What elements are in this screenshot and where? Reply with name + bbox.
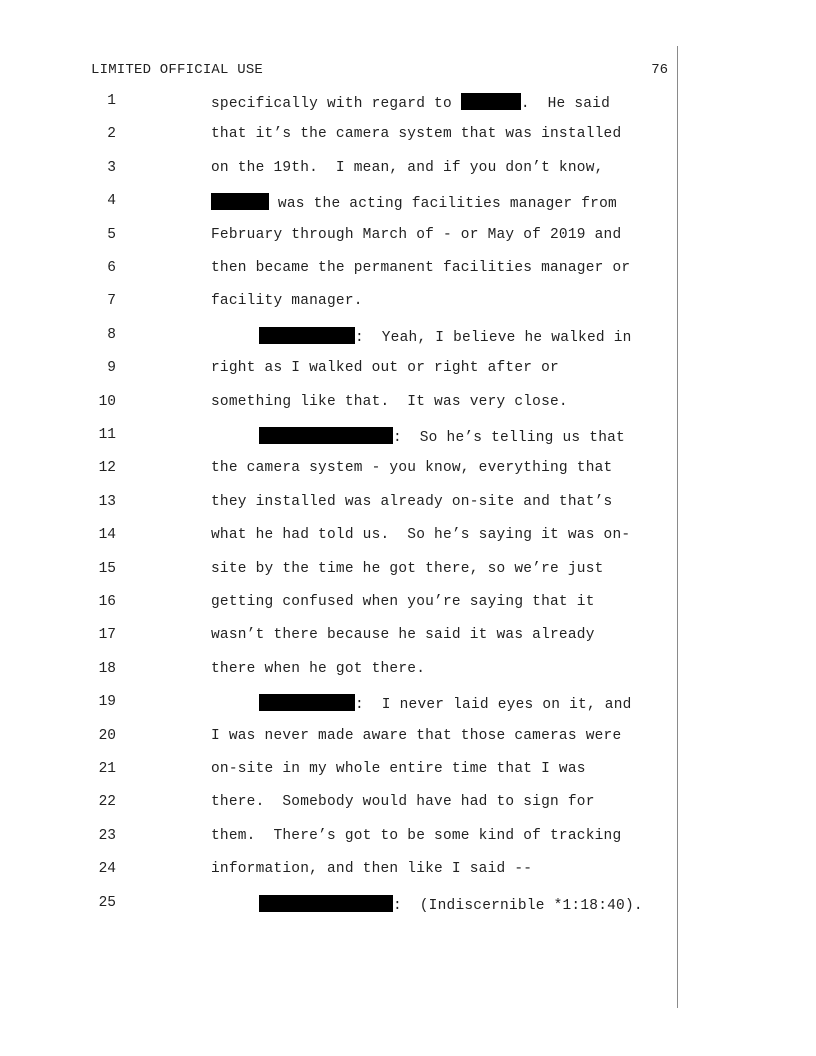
line-text [211, 327, 632, 346]
line-text [211, 360, 559, 376]
line-number: 15 [98, 560, 116, 577]
redaction-box [259, 427, 393, 444]
line-number: 3 [107, 159, 116, 176]
line-text [211, 761, 586, 777]
transcript-line [0, 660, 680, 693]
text-segment: something like that. It was very close. [211, 393, 568, 410]
classification-header: LIMITED OFFICIAL USE [91, 62, 264, 78]
line-text [211, 460, 612, 476]
text-segment: there when he got there. [211, 660, 426, 677]
line-text [211, 160, 604, 176]
text-segment: specifically with regard to [211, 96, 461, 112]
line-text [211, 93, 610, 112]
text-segment: : So he’s telling us that [393, 430, 625, 446]
line-number: 19 [98, 694, 116, 711]
transcript-line [0, 526, 680, 559]
page-number: 76 [651, 62, 668, 78]
text-segment: what he had told us. So he’s saying it was on- [211, 527, 631, 544]
line-number: 1 [107, 93, 116, 109]
line-text [211, 394, 568, 410]
transcript-line [0, 159, 680, 192]
text-segment: getting confused when you’re saying that it [211, 594, 595, 610]
line-number: 7 [107, 293, 116, 310]
line-text [211, 661, 425, 677]
transcript-line [0, 426, 680, 459]
text-segment: they installed was already on-site and that’s [211, 493, 613, 510]
text-segment: facility manager. [211, 293, 363, 310]
text-segment: : (Indiscernible *1:18:40). [393, 897, 643, 914]
text-segment: on-site in my whole entire time that I was [211, 761, 586, 777]
redaction-box [259, 895, 393, 912]
line-number: 25 [98, 894, 116, 911]
line-text [211, 494, 612, 510]
line-text [211, 594, 595, 610]
line-number: 18 [98, 660, 116, 677]
line-text [211, 561, 604, 577]
text-segment: them. There’s got to be some kind of tracking [211, 827, 622, 844]
text-segment: then became the permanent facilities manager or [211, 260, 631, 276]
text-segment: . He said [520, 96, 611, 112]
transcript-line [0, 894, 680, 927]
line-text [211, 293, 363, 309]
text-segment: on the 19th. I mean, and if you don’t know, [211, 159, 604, 176]
text-segment: February through March of - or May of 2019 and [211, 226, 622, 243]
line-number: 10 [98, 393, 116, 410]
transcript-line [0, 226, 680, 259]
line-number: 11 [98, 427, 116, 443]
line-text [211, 861, 532, 877]
line-number: 14 [98, 527, 116, 544]
text-segment: the camera system - you know, everything that [211, 460, 613, 477]
line-text [211, 427, 625, 446]
transcript-line [0, 359, 680, 392]
line-text [211, 728, 621, 744]
line-number: 13 [98, 493, 116, 510]
redaction-box [259, 327, 355, 344]
line-number: 22 [98, 794, 116, 811]
line-number: 16 [98, 594, 116, 610]
transcript-line [0, 493, 680, 526]
line-number: 12 [98, 460, 116, 477]
line-number: 17 [98, 627, 116, 644]
transcript-line [0, 693, 680, 726]
line-number: 20 [98, 727, 116, 744]
text-segment: that it’s the camera system that was installed [211, 126, 622, 143]
line-text [211, 895, 643, 914]
transcript-line [0, 393, 680, 426]
text-segment: there. Somebody would have had to sign for [211, 794, 595, 811]
line-number: 5 [107, 226, 116, 243]
transcript-line [0, 292, 680, 325]
redaction-box [259, 694, 355, 711]
redaction-box [461, 93, 521, 110]
line-text [211, 527, 630, 543]
transcript-line [0, 760, 680, 793]
line-text [211, 794, 595, 810]
transcript-line [0, 626, 680, 659]
text-segment: : Yeah, I believe he walked in [355, 329, 632, 346]
transcript-line [0, 192, 680, 225]
text-segment: I was never made aware that those cameras were [211, 727, 622, 744]
line-text [211, 126, 621, 142]
transcript-line [0, 860, 680, 893]
transcript-line [0, 92, 680, 125]
text-segment: site by the time he got there, so we’re just [211, 560, 604, 577]
line-text [211, 694, 632, 713]
transcript-line [0, 459, 680, 492]
line-number: 9 [107, 360, 116, 377]
line-number: 21 [98, 761, 116, 777]
transcript-line [0, 125, 680, 158]
transcript-line [0, 259, 680, 292]
text-segment: information, and then like I said -- [211, 861, 533, 878]
redaction-box [211, 193, 269, 210]
transcript-line [0, 326, 680, 359]
line-text [211, 627, 595, 643]
line-text [211, 260, 630, 276]
line-text [211, 193, 617, 212]
line-number: 6 [107, 260, 116, 276]
line-text [211, 227, 621, 243]
line-number: 24 [98, 861, 116, 878]
line-number: 23 [98, 827, 116, 844]
transcript-line [0, 827, 680, 860]
text-segment: was the acting facilities manager from [269, 196, 617, 213]
text-segment: : I never laid eyes on it, and [355, 697, 632, 714]
line-number: 8 [107, 326, 116, 343]
line-number: 2 [107, 126, 116, 143]
transcript-line [0, 793, 680, 826]
transcript-line [0, 593, 680, 626]
transcript-line [0, 727, 680, 760]
text-segment: right as I walked out or right after or [211, 360, 559, 377]
text-segment: wasn’t there because he said it was already [211, 627, 595, 644]
line-text [211, 828, 621, 844]
line-number: 4 [107, 193, 116, 210]
transcript-line [0, 560, 680, 593]
